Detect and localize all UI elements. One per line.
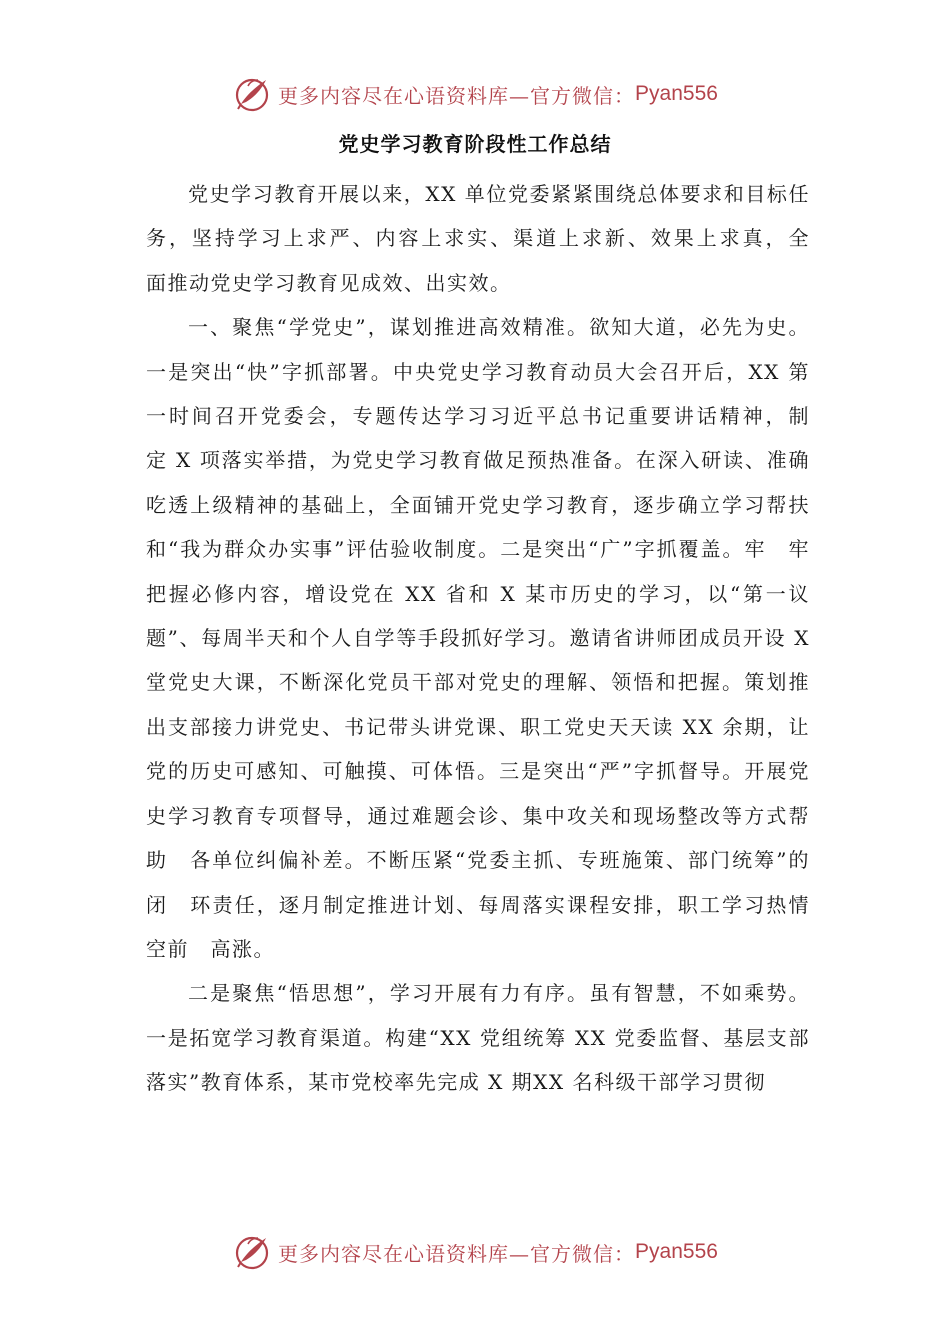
paragraph: 一、聚焦“学党史”，谋划推进高效精准。欲知大道，必先为史。一是突出“快”字抓部署。中央党史学习教育动员大会召开后，XX 第一时间召开党委会，专题传达学习习近平总书记重要讲话精神，制 定 X 项落实举措，为党史学习教育做足预热准备。在深入研读、准确吃透上级精神的基础上，全面铺开党史学习教育，逐步确立学习帮扶 和“我为群众办实事”评估验收制度。二是突出“广”字抓覆盖。牢 牢把握必修内容，增设党在 XX 省和 X 某市历史的学习，以“第一议题”、每周半天和个人自学等手段抓好学习。邀请省讲师团成员开设 X 堂党史大课，不断深化党员干部对党史的理解、领悟和把握。策划推出支部接力讲党史、书记带头讲党课、职工党史天天读 XX 余期，让党的历史可感知、可触摸、可体悟。三是突出“严”字抓督导。开展党史学习教育专项督导，通过难题会诊、集中攻关和现场整改等方式帮助 各单位纠偏补差。不断压紧“党委主抓、专班施策、部门统筹”的闭 环责任，逐月制定推进计划、每周落实课程安排，职工学习热情空前 高涨。: [146, 315, 832, 961]
quill-pen-logo-icon: [232, 1232, 272, 1272]
footer-banner: [0, 1228, 950, 1276]
wechat-id: Pyan556: [635, 1240, 718, 1263]
banner-text: 更多内容尽在心语资料库—官方微信：: [278, 1241, 636, 1266]
document-title: 党史学习教育阶段性工作总结: [338, 132, 612, 156]
paragraph: 二是聚焦“悟思想”，学习开展有力有序。虽有智慧，不如乘势。一是拓宽学习教育渠道。构建“XX 党组统筹 XX 党委监督、基层支部落实”教育体系，某市党校率先完成 X 期XX 名科级干部学习贯彻: [146, 981, 810, 1095]
banner-text: 更多内容尽在心语资料库—官方微信：: [278, 83, 636, 108]
header-banner: [0, 70, 950, 118]
document-body: [146, 172, 832, 1105]
wechat-id: Pyan556: [635, 82, 718, 105]
paragraph: 党史学习教育开展以来，XX 单位党委紧紧围绕总体要求和目标任务，坚持学习上求严、内容上求实、渠道上求新、效果上求真，全 面推动党史学习教育见成效、出实效。: [146, 182, 832, 295]
quill-pen-logo-icon: [232, 74, 272, 114]
